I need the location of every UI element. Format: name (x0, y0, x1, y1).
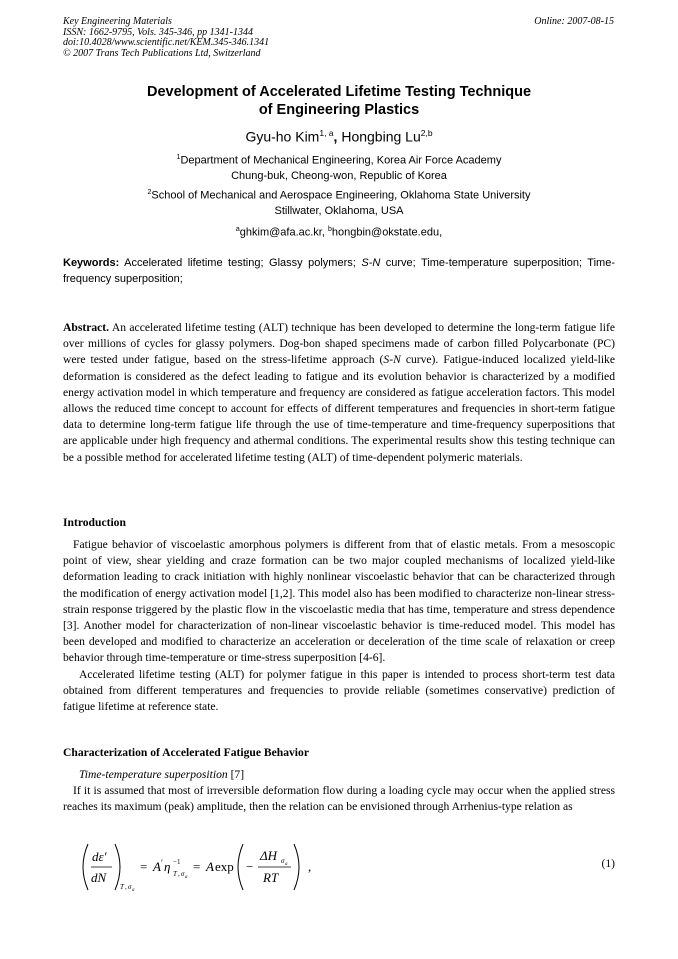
eq-eta-sub-sigma: σ (181, 870, 185, 878)
eq-comma: , (308, 859, 312, 874)
eq-dH-sub-sigma: σ (281, 857, 285, 865)
keywords-text-2: curve; Time-temperature superposition; Time-frequency superposition; (63, 257, 615, 285)
affiliation-2 (63, 185, 615, 220)
eq-A: A (206, 859, 214, 874)
introduction-paragraph-1: Fatigue behavior of viscoelastic amorphous polymers is different from that of elastic metals. From a mesoscopic point of view, shear yielding and craze formation can be two major coupled mechanisms of localized yield-like deformation leading to crack initiation with highly nonlinear viscoelastic behavior that can be characterized through the modification of energy activation model [1,2]. This model also has been modified to characterize non-linear stress-strain response triggered by the plastic flow in the viscoelastic media that has time, temperature and stress dependence [3]. Another model for characterization of non-linear viscoelastic behavior is time-reduced model. This model has been developed and modified to characterize an acceleration or deceleration of the time scale of relaxation or creep behavior through time-temperature or time-stress superposition [4-6]. (63, 538, 615, 665)
eq-minus: − (246, 859, 254, 874)
journal-name: Key Engineering Materials (63, 16, 172, 27)
author-1-affil: 1, a (319, 128, 334, 138)
eq-eta-sub-comma: , (178, 870, 180, 878)
paper-title (63, 83, 615, 119)
eq-A-prime: A (153, 859, 161, 874)
eq-dN: dN (91, 870, 107, 885)
email-b-marker: b (327, 226, 332, 233)
author-emails (63, 222, 615, 241)
eq-inverse: −1 (173, 858, 181, 866)
subsection-ref: [7] (227, 768, 245, 781)
eq-sub-a: a (132, 888, 135, 892)
affiliation-1-line-2: Chung-buk, Cheong-won, Republic of Korea (231, 170, 447, 183)
keywords-text-1: Accelerated lifetime testing; Glassy polymers; (119, 257, 362, 269)
author-1-name: Gyu-ho Kim (245, 128, 320, 145)
introduction-heading: Introduction (63, 516, 126, 529)
subsection-title: Time-temperature superposition (79, 768, 228, 781)
email-a-marker: a (235, 226, 240, 233)
affiliation-1-line-1: Department of Mechanical Engineering, Korea Air Force Academy (180, 154, 502, 167)
eq-deps: dε′ (92, 849, 107, 864)
eq-exp-left-paren (238, 844, 243, 890)
characterization-heading: Characterization of Accelerated Fatigue Behavior (63, 746, 309, 759)
eq-prime: ′ (161, 858, 163, 868)
author-2-affil: 2,b (420, 128, 433, 138)
eq-equals-1: = (140, 859, 148, 874)
eq-dH: ΔH (260, 848, 278, 863)
email-a[interactable]: ghkim@afa.ac.kr, (239, 226, 328, 239)
affiliation-1-marker: 1 (176, 154, 181, 161)
keywords-label: Keywords: (63, 257, 120, 269)
title-line-1: Development of Accelerated Lifetime Testing Technique (146, 84, 532, 100)
eq-sub-comma: , (125, 883, 127, 891)
eq-equals-2: = (193, 859, 201, 874)
equation-1 (80, 842, 615, 892)
introduction-paragraph-2: Accelerated lifetime testing (ALT) for polymer fatigue in this paper is intended to process short-term test data obtained from different temperatures and frequencies to provide reliable (sometimes conservative) prediction of fatigue lifetime at reference state. (63, 667, 615, 714)
eq-eta-sub-a: a (185, 875, 188, 880)
eq-dH-sub-a: a (285, 862, 288, 867)
eq-sub-T: T (120, 883, 124, 891)
keywords (63, 256, 615, 287)
journal-doi: doi:10.4028/www.scientific.net/KEM.345-346.1341 (63, 37, 270, 48)
journal-issn: ISSN: 1662-9795, Vols. 345-346, pp 1341-1344 (63, 26, 253, 38)
eq-eta-sub-T: T (173, 870, 177, 878)
author-list: Gyu-ho Kim$^{1, a}$, Hongbing Lu$^{2,b}$ (245, 128, 433, 145)
eq-RT: RT (263, 870, 279, 885)
eq-eta: η (164, 859, 171, 874)
abstract-label: Abstract. (63, 321, 110, 334)
affiliation-2-line-2: Stillwater, Oklahoma, USA (274, 205, 404, 218)
email-b[interactable]: hongbin@okstate.edu, (331, 226, 443, 239)
author-2-name: Hongbing Lu (341, 128, 421, 145)
characterization-paragraph-1: If it is assumed that most of irreversible deformation flow during a loading cycle may occur when the applied stress reaches its maximum (peak) amplitude, then the relation can be envisioned through Arrhenius-type relation as (63, 784, 615, 814)
abstract-text-2: curve). Fatigue-induced localized yield-like deformation is considered as the defect leading to fatigue and its evolution behavior is characterized by a modified energy activation model in which temperature and frequency are considered as fatigue acceleration factors. This model allows the reduced time concept to account for effects of different temperatures and frequencies in short-term fatigue data to determine long-term fatigue life through the use of time-temperature and time-frequency superpositions that are applicable under high frequency and athermal conditions. The experimental results show this testing technique can be a possible method for accelerated lifetime testing (ALT) of time-dependent polymeric materials. (63, 353, 615, 464)
eq-exp: exp (215, 859, 234, 874)
abstract (63, 320, 615, 466)
equation-number: (1) (601, 857, 615, 870)
eq-sub-sigma: σ (128, 883, 132, 891)
keywords-sn: S-N (361, 257, 381, 269)
eq-left-paren (83, 844, 88, 890)
subsection-line (63, 767, 615, 783)
title-line-2: of Engineering Plastics (258, 102, 420, 118)
affiliation-2-marker: 2 (147, 189, 152, 196)
eq-exp-right-paren (294, 844, 299, 890)
characterization-body (63, 767, 615, 816)
online-date: Online: 2007-08-15 (534, 16, 614, 27)
journal-copyright: © 2007 Trans Tech Publications Ltd, Switzerland (63, 47, 261, 59)
affiliation-2-line-1: School of Mechanical and Aerospace Engineering, Oklahoma State University (151, 189, 531, 202)
abstract-text-1: An accelerated lifetime testing (ALT) technique has been developed to determine the long-term fatigue life over millions of cycles for glassy polymers. Dog-bon shaped specimens made of carbon filled Polycarbonate (PC) were tested under fatigue, based on the stress-lifetime approach ( (63, 321, 615, 367)
journal-header (63, 17, 269, 59)
introduction-body (63, 537, 615, 715)
abstract-sn: S-N (383, 353, 401, 367)
affiliation-1 (63, 150, 615, 185)
